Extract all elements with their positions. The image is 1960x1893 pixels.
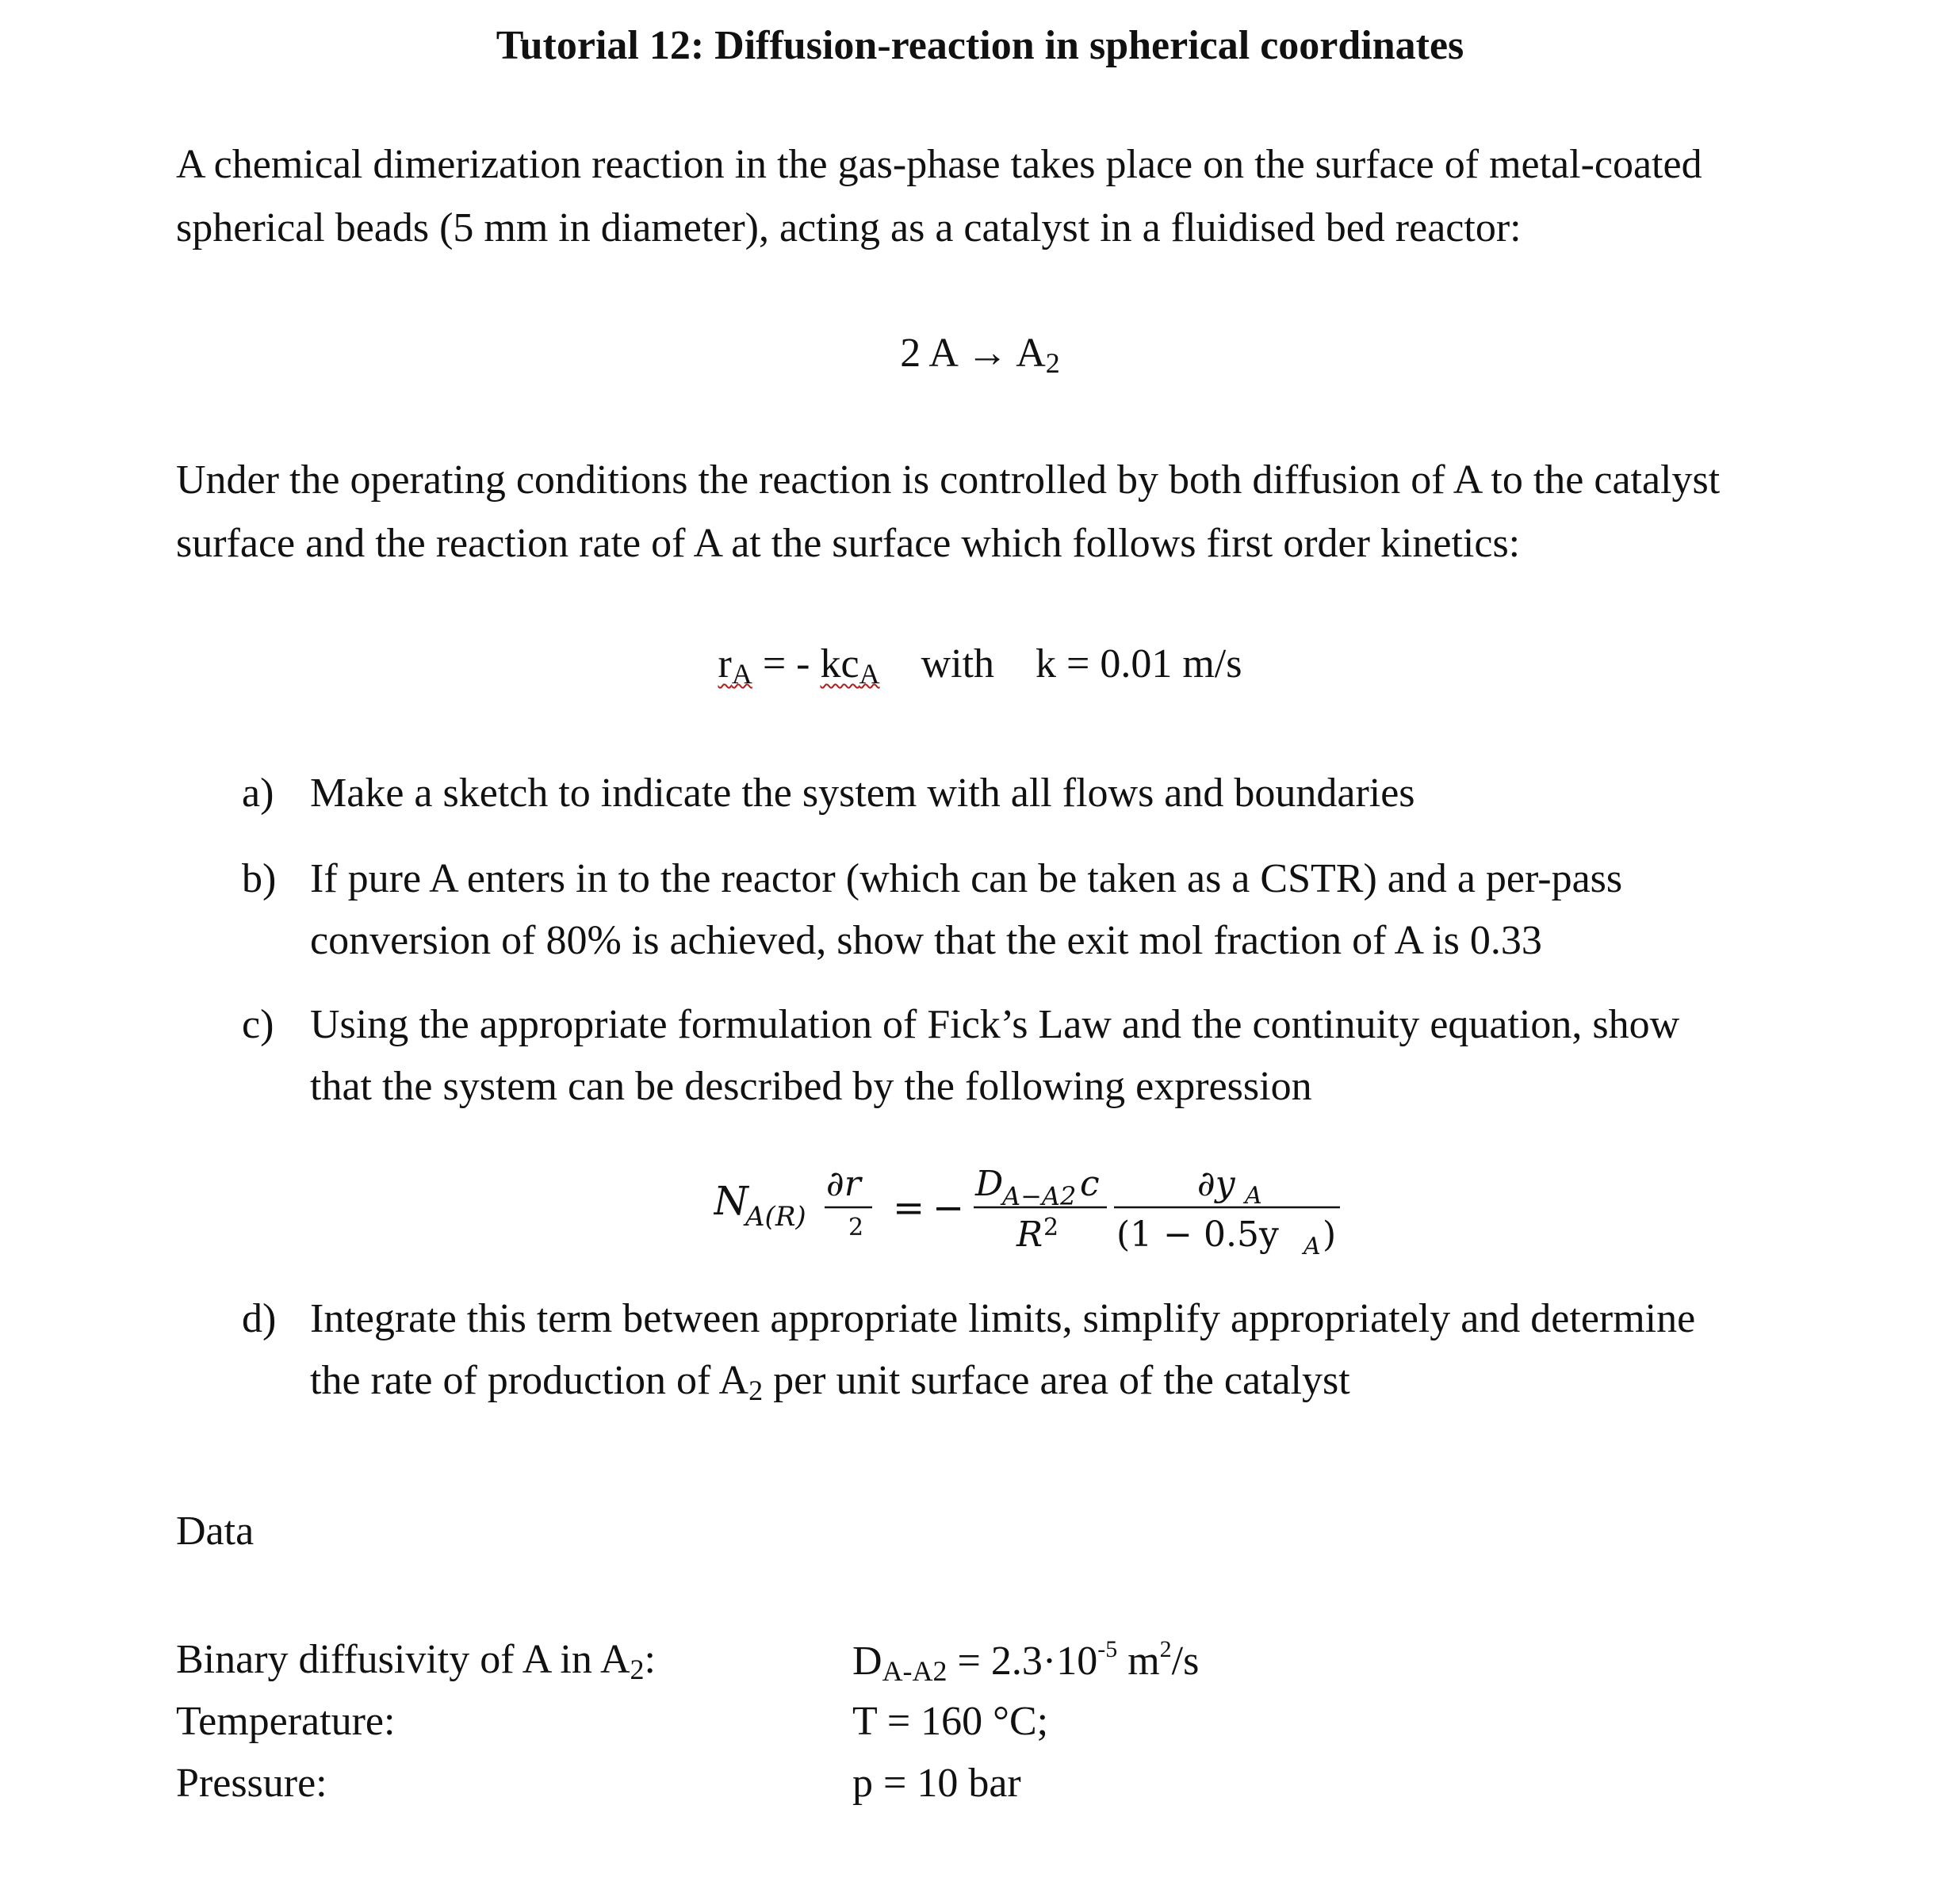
data-value-temperature: T = 160 °C;	[852, 1699, 1049, 1744]
rate-with: with	[921, 641, 995, 686]
question-text: Make a sketch to indicate the system with all flows and boundaries	[310, 771, 1415, 816]
question-text-rest: per unit surface area of the catalyst	[763, 1358, 1350, 1403]
reaction-text: 2 A → A	[900, 331, 1046, 376]
question-text: Using the appropriate formulation of Fick’s Law and the continuity equation, show	[310, 1002, 1680, 1047]
question-text: conversion of 80% is achieved, show that the exit mol fraction of A is 0.33	[310, 918, 1542, 963]
formula-dr: ∂r	[826, 1164, 861, 1204]
formula-c: c	[1080, 1164, 1100, 1204]
data-label-diffusivity: Binary diffusivity of A in $A_2$:	[176, 1637, 656, 1685]
question-label: c)	[242, 1002, 274, 1047]
data-label-temperature: Temperature:	[176, 1699, 396, 1744]
question-text: the rate of production of A	[310, 1358, 749, 1403]
formula-dy: ∂y	[1197, 1164, 1235, 1204]
reaction-subscript: 2	[1045, 347, 1060, 379]
formula-D-sub: A−A2	[1002, 1181, 1077, 1211]
formula-D: D	[975, 1164, 1004, 1204]
question-text: Integrate this term between appropriate limits, simplify appropriately and determine	[310, 1296, 1696, 1341]
intro-line-1: A chemical dimerization reaction in the gas-phase takes place on the surface of metal-coated	[176, 142, 1702, 187]
formula-den-sub: A	[1303, 1233, 1321, 1260]
question-subscript: 2	[748, 1375, 764, 1406]
reaction-equation	[0, 330, 1960, 380]
question-text: If pure A enters in to the reactor (which can be taken as a CSTR) and a per-pass	[310, 856, 1623, 901]
formula-R: R	[1016, 1214, 1043, 1255]
data-heading: Data	[176, 1509, 255, 1554]
rate-law	[0, 641, 1960, 690]
data-value-diffusivity: $D_{A-A2} = 2.3\cdot 10^{-5}$ $m^2/s$	[852, 1636, 1200, 1687]
formula-equals: =	[893, 1186, 925, 1230]
rate-constant: k = 0.01 m/s	[1036, 641, 1242, 686]
conditions-paragraph	[176, 449, 1720, 576]
formula-R-exp: 2	[1043, 1214, 1059, 1241]
rate-symbol: $r_A$	[718, 641, 752, 690]
conditions-line-2: surface and the reaction rate of A at the surface which follows first order kinetics:	[176, 521, 1521, 566]
rate-kc: $kc_A$	[820, 641, 880, 690]
question-text: that the system can be described by the following expression	[310, 1064, 1312, 1109]
formula-minus: −	[932, 1186, 965, 1230]
question-label: d)	[242, 1296, 277, 1341]
formula-r-exp: 2	[848, 1214, 864, 1241]
flux-formula	[714, 1134, 1348, 1268]
formula-dy-sub: A	[1245, 1182, 1262, 1210]
data-label-pressure: Pressure:	[176, 1761, 327, 1806]
formula-N-sub: A(R)	[745, 1201, 806, 1233]
conditions-line-1: Under the operating conditions the reaction is controlled by both diffusion of A to the catalyst	[176, 457, 1721, 503]
question-label: b)	[242, 856, 277, 901]
page-title: Tutorial 12: Diffusion-reaction in spherical coordinates	[496, 23, 1464, 68]
intro-line-2: spherical beads (5 mm in diameter), acting as a catalyst in a fluidised bed reactor:	[176, 205, 1522, 250]
data-value-pressure: p = 10 bar	[852, 1761, 1021, 1806]
question-label: a)	[242, 771, 274, 816]
intro-paragraph	[176, 133, 1702, 260]
formula-den-close: )	[1323, 1214, 1337, 1255]
rate-equals: = -	[752, 641, 821, 686]
formula-N: N	[714, 1178, 748, 1224]
formula-den: (1 − 0.5y	[1116, 1214, 1279, 1255]
